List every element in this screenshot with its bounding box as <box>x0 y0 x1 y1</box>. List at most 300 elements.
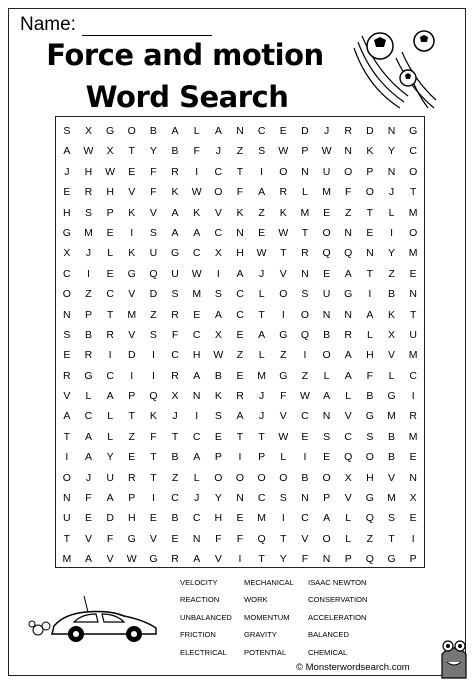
grid-letter[interactable]: J <box>172 410 178 423</box>
grid-letter[interactable]: J <box>259 410 265 423</box>
grid-letter[interactable]: M <box>387 492 396 505</box>
grid-letter[interactable]: X <box>344 471 352 484</box>
grid-letter[interactable]: N <box>387 125 396 137</box>
grid-letter[interactable]: A <box>258 328 266 341</box>
grid-letter[interactable]: W <box>278 145 289 158</box>
grid-letter[interactable]: P <box>323 492 331 505</box>
grid-letter[interactable]: S <box>366 430 374 443</box>
grid-letter[interactable]: G <box>279 328 288 341</box>
grid-letter[interactable]: V <box>149 206 157 219</box>
grid-letter[interactable]: N <box>63 308 71 321</box>
grid-letter[interactable]: C <box>257 492 266 505</box>
grid-letter[interactable]: O <box>365 451 374 464</box>
grid-letter[interactable]: L <box>345 512 352 525</box>
grid-letter[interactable]: X <box>409 492 417 505</box>
grid-letter[interactable]: L <box>323 369 330 382</box>
grid-letter[interactable]: U <box>322 288 331 301</box>
grid-letter[interactable]: Z <box>366 532 374 545</box>
grid-letter[interactable]: G <box>409 125 418 137</box>
grid-letter[interactable]: Z <box>388 267 395 280</box>
grid-letter[interactable]: H <box>127 512 136 525</box>
grid-letter[interactable]: H <box>63 206 71 219</box>
grid-letter[interactable]: A <box>323 512 331 525</box>
grid-letter[interactable]: G <box>106 125 115 137</box>
grid-letter[interactable]: M <box>408 247 418 260</box>
grid-letter[interactable]: C <box>214 226 223 239</box>
grid-letter[interactable]: S <box>84 206 92 219</box>
grid-letter[interactable]: E <box>193 308 201 321</box>
grid-letter[interactable]: Q <box>365 512 374 525</box>
grid-letter[interactable]: O <box>279 471 288 484</box>
grid-letter[interactable]: K <box>193 206 201 219</box>
name-line[interactable] <box>82 17 212 36</box>
grid-letter[interactable]: M <box>257 369 267 382</box>
grid-letter[interactable]: T <box>128 145 135 158</box>
grid-letter[interactable]: Z <box>128 430 135 443</box>
grid-letter[interactable]: T <box>236 430 244 443</box>
grid-letter[interactable]: M <box>192 288 202 301</box>
grid-letter[interactable]: X <box>106 145 114 158</box>
grid-letter[interactable]: E <box>106 226 114 239</box>
grid-letter[interactable]: L <box>107 430 114 443</box>
grid-letter[interactable]: T <box>150 451 157 464</box>
grid-letter[interactable]: T <box>128 410 135 423</box>
grid-letter[interactable]: T <box>366 267 374 280</box>
grid-letter[interactable]: T <box>258 308 265 321</box>
grid-letter[interactable]: E <box>409 512 417 525</box>
grid-letter[interactable]: R <box>63 369 71 382</box>
grid-letter[interactable]: A <box>171 226 179 239</box>
grid-letter[interactable]: B <box>171 451 179 464</box>
grid-letter[interactable]: M <box>387 410 396 423</box>
grid-letter[interactable]: Z <box>85 288 92 301</box>
grid-letter[interactable]: R <box>106 328 114 341</box>
grid-letter[interactable]: C <box>63 267 71 280</box>
grid-letter[interactable]: J <box>85 247 92 260</box>
grid-letter[interactable]: V <box>106 553 114 566</box>
grid-letter[interactable]: L <box>107 247 114 260</box>
grid-letter[interactable]: F <box>280 390 287 403</box>
grid-letter[interactable]: L <box>388 206 395 219</box>
grid-letter[interactable]: C <box>301 512 309 525</box>
grid-letter[interactable]: K <box>388 308 396 321</box>
grid-letter[interactable]: N <box>301 165 309 178</box>
grid-letter[interactable]: A <box>193 226 201 239</box>
grid-letter[interactable]: M <box>127 308 137 321</box>
grid-letter[interactable]: X <box>214 247 222 260</box>
grid-letter[interactable]: B <box>171 512 179 525</box>
grid-letter[interactable]: N <box>301 267 309 280</box>
grid-letter[interactable]: H <box>366 349 374 362</box>
grid-letter[interactable]: C <box>171 349 179 362</box>
grid-letter[interactable]: T <box>171 430 179 443</box>
grid-letter[interactable]: W <box>83 145 94 158</box>
grid-letter[interactable]: N <box>344 145 353 158</box>
grid-letter[interactable]: L <box>280 451 287 464</box>
grid-letter[interactable]: B <box>388 451 396 464</box>
grid-letter[interactable]: Z <box>236 145 244 158</box>
grid-letter[interactable]: L <box>388 369 395 382</box>
grid-letter[interactable]: A <box>344 267 352 280</box>
grid-letter[interactable]: A <box>63 410 71 423</box>
grid-letter[interactable]: X <box>171 390 179 403</box>
grid-letter[interactable]: Y <box>279 553 287 566</box>
grid-letter[interactable]: C <box>106 369 114 382</box>
grid-letter[interactable]: M <box>62 553 72 566</box>
grid-letter[interactable]: P <box>84 308 92 321</box>
grid-letter[interactable]: E <box>279 125 287 137</box>
grid-letter[interactable]: T <box>106 308 114 321</box>
grid-letter[interactable]: C <box>192 328 201 341</box>
grid-letter[interactable]: I <box>130 226 134 239</box>
grid-letter[interactable]: V <box>84 532 92 545</box>
grid-letter[interactable]: V <box>128 288 136 301</box>
grid-letter[interactable]: C <box>301 410 309 423</box>
grid-letter[interactable]: R <box>84 349 93 362</box>
grid-letter[interactable]: J <box>323 125 330 137</box>
grid-letter[interactable]: T <box>236 165 244 178</box>
grid-letter[interactable]: N <box>322 308 331 321</box>
grid-letter[interactable]: A <box>193 553 201 566</box>
grid-letter[interactable]: A <box>106 492 114 505</box>
grid-letter[interactable]: V <box>388 349 396 362</box>
grid-letter[interactable]: A <box>236 410 244 423</box>
grid-letter[interactable]: E <box>214 430 222 443</box>
grid-letter[interactable]: O <box>322 349 331 362</box>
grid-letter[interactable]: W <box>191 267 202 280</box>
grid-letter[interactable]: I <box>216 267 220 280</box>
grid-letter[interactable]: O <box>127 125 136 137</box>
grid-letter[interactable]: R <box>344 328 353 341</box>
grid-letter[interactable]: K <box>236 206 244 219</box>
grid-letter[interactable]: W <box>299 390 310 403</box>
grid-letter[interactable]: T <box>63 430 71 443</box>
grid-letter[interactable]: V <box>214 206 222 219</box>
grid-letter[interactable]: P <box>128 390 136 403</box>
grid-letter[interactable]: V <box>279 410 287 423</box>
grid-letter[interactable]: F <box>150 186 157 199</box>
grid-letter[interactable]: C <box>236 288 244 301</box>
grid-letter[interactable]: N <box>236 226 244 239</box>
grid-letter[interactable]: O <box>365 186 374 199</box>
grid-letter[interactable]: J <box>64 165 70 178</box>
grid-letter[interactable]: M <box>300 206 310 219</box>
grid-letter[interactable]: M <box>408 206 418 219</box>
grid-letter[interactable]: Q <box>322 247 331 260</box>
grid-letter[interactable]: O <box>214 471 223 484</box>
grid-letter[interactable]: Q <box>149 390 158 403</box>
grid-letter[interactable]: A <box>63 145 71 158</box>
grid-letter[interactable]: R <box>127 471 136 484</box>
grid-letter[interactable]: I <box>281 308 285 321</box>
grid-letter[interactable]: U <box>171 267 179 280</box>
grid-letter[interactable]: A <box>366 308 374 321</box>
grid-letter[interactable]: W <box>278 226 289 239</box>
grid-letter[interactable]: C <box>84 410 93 423</box>
grid-letter[interactable]: Z <box>280 349 287 362</box>
grid-letter[interactable]: F <box>106 532 114 545</box>
grid-letter[interactable]: G <box>365 410 374 423</box>
grid-letter[interactable]: I <box>411 532 415 545</box>
grid-letter[interactable]: G <box>365 492 374 505</box>
grid-letter[interactable]: R <box>236 390 244 403</box>
grid-letter[interactable]: B <box>366 390 374 403</box>
grid-letter[interactable]: A <box>193 451 201 464</box>
grid-letter[interactable]: U <box>322 165 331 178</box>
grid-letter[interactable]: V <box>128 186 136 199</box>
grid-letter[interactable]: C <box>192 247 201 260</box>
grid-letter[interactable]: I <box>281 512 285 525</box>
grid-letter[interactable]: C <box>257 125 266 137</box>
grid-letter[interactable]: H <box>236 247 244 260</box>
grid-letter[interactable]: N <box>344 226 353 239</box>
grid-letter[interactable]: K <box>279 206 287 219</box>
grid-letter[interactable]: K <box>128 247 136 260</box>
grid-letter[interactable]: G <box>84 369 93 382</box>
grid-letter[interactable]: V <box>344 492 352 505</box>
grid-letter[interactable]: L <box>302 186 308 199</box>
grid-letter[interactable]: G <box>149 553 158 566</box>
grid-letter[interactable]: T <box>150 471 157 484</box>
grid-letter[interactable]: T <box>63 532 71 545</box>
grid-letter[interactable]: E <box>366 226 374 239</box>
grid-letter[interactable]: I <box>87 267 90 280</box>
grid-letter[interactable]: Y <box>388 145 396 158</box>
grid-letter[interactable]: C <box>106 288 114 301</box>
grid-letter[interactable]: A <box>214 125 222 137</box>
grid-letter[interactable]: M <box>322 186 331 199</box>
grid-letter[interactable]: N <box>192 390 201 403</box>
grid-letter[interactable]: V <box>63 390 71 403</box>
grid-letter[interactable]: G <box>387 390 396 403</box>
grid-letter[interactable]: O <box>409 165 418 178</box>
grid-letter[interactable]: M <box>408 349 418 362</box>
grid-letter[interactable]: G <box>279 369 288 382</box>
grid-letter[interactable]: E <box>301 430 309 443</box>
grid-letter[interactable]: F <box>171 328 179 341</box>
grid-letter[interactable]: C <box>192 430 201 443</box>
grid-letter[interactable]: F <box>236 532 244 545</box>
grid-letter[interactable]: C <box>409 369 417 382</box>
grid-letter[interactable]: M <box>84 226 93 239</box>
grid-letter[interactable]: U <box>149 247 158 260</box>
grid-letter[interactable]: P <box>366 165 374 178</box>
grid-letter[interactable]: K <box>149 410 157 423</box>
grid-letter[interactable]: O <box>62 288 71 301</box>
grid-letter[interactable]: W <box>105 165 116 178</box>
grid-letter[interactable]: B <box>388 430 396 443</box>
grid-letter[interactable]: C <box>236 308 244 321</box>
grid-letter[interactable]: O <box>344 165 353 178</box>
grid-letter[interactable]: A <box>214 308 222 321</box>
grid-letter[interactable]: C <box>192 512 201 525</box>
grid-letter[interactable]: V <box>301 532 309 545</box>
grid-letter[interactable]: Z <box>171 471 179 484</box>
grid-letter[interactable]: I <box>195 165 199 178</box>
grid-letter[interactable]: O <box>300 308 310 321</box>
grid-letter[interactable]: T <box>409 186 417 199</box>
grid-letter[interactable]: A <box>344 369 352 382</box>
grid-letter[interactable]: L <box>345 390 352 403</box>
grid-letter[interactable]: I <box>108 349 112 362</box>
grid-letter[interactable]: E <box>258 226 266 239</box>
grid-letter[interactable]: C <box>409 145 417 158</box>
grid-letter[interactable]: T <box>280 532 287 545</box>
grid-letter[interactable]: E <box>323 206 331 219</box>
grid-letter[interactable]: O <box>322 471 331 484</box>
grid-letter[interactable]: I <box>195 410 199 423</box>
grid-letter[interactable]: U <box>63 512 71 525</box>
grid-letter[interactable]: J <box>259 267 265 280</box>
grid-letter[interactable]: O <box>409 226 418 239</box>
grid-letter[interactable]: W <box>191 186 202 199</box>
grid-letter[interactable]: X <box>84 125 92 137</box>
grid-letter[interactable]: T <box>258 430 265 443</box>
grid-letter[interactable]: X <box>388 328 396 341</box>
grid-letter[interactable]: Z <box>150 308 157 321</box>
grid-letter[interactable]: B <box>214 369 222 382</box>
grid-letter[interactable]: H <box>366 471 374 484</box>
grid-letter[interactable]: A <box>84 451 92 464</box>
grid-letter[interactable]: E <box>128 165 136 178</box>
grid-letter[interactable]: E <box>63 349 71 362</box>
grid-letter[interactable]: P <box>214 451 222 464</box>
grid-letter[interactable]: N <box>322 410 331 423</box>
grid-letter[interactable]: W <box>256 247 267 260</box>
grid-letter[interactable]: L <box>107 410 114 423</box>
grid-letter[interactable]: Z <box>258 206 265 219</box>
grid-letter[interactable]: B <box>323 328 331 341</box>
grid-letter[interactable]: T <box>280 247 287 260</box>
grid-letter[interactable]: I <box>130 369 134 382</box>
grid-letter[interactable]: M <box>257 512 267 525</box>
grid-letter[interactable]: H <box>192 349 201 362</box>
grid-letter[interactable]: Y <box>106 451 114 464</box>
grid-letter[interactable]: D <box>149 288 158 301</box>
grid-letter[interactable]: J <box>194 492 200 505</box>
grid-letter[interactable]: L <box>193 125 200 137</box>
grid-letter[interactable]: G <box>387 553 396 566</box>
grid-letter[interactable]: T <box>258 553 265 566</box>
grid-letter[interactable]: J <box>215 145 221 158</box>
grid-letter[interactable]: D <box>301 125 309 137</box>
grid-letter[interactable]: L <box>258 288 265 301</box>
grid-letter[interactable]: N <box>322 553 331 566</box>
grid-letter[interactable]: R <box>171 308 179 321</box>
grid-letter[interactable]: A <box>171 125 179 137</box>
grid-letter[interactable]: S <box>301 288 309 301</box>
grid-letter[interactable]: A <box>323 390 331 403</box>
grid-letter[interactable]: X <box>63 247 71 260</box>
grid-letter[interactable]: B <box>149 125 157 137</box>
grid-letter[interactable]: S <box>388 512 396 525</box>
grid-letter[interactable]: R <box>171 553 179 566</box>
grid-letter[interactable]: B <box>301 471 309 484</box>
grid-letter[interactable]: I <box>151 349 155 362</box>
grid-letter[interactable]: N <box>301 492 309 505</box>
grid-letter[interactable]: S <box>214 288 222 301</box>
grid-letter[interactable]: E <box>323 451 331 464</box>
grid-letter[interactable]: R <box>301 247 309 260</box>
grid-letter[interactable]: D <box>106 512 114 525</box>
grid-letter[interactable]: I <box>303 451 307 464</box>
grid-letter[interactable]: Y <box>214 492 222 505</box>
grid-letter[interactable]: V <box>149 532 157 545</box>
grid-letter[interactable]: I <box>238 553 242 566</box>
grid-letter[interactable]: E <box>236 512 244 525</box>
grid-letter[interactable]: P <box>258 451 266 464</box>
grid-letter[interactable]: I <box>390 226 393 239</box>
grid-letter[interactable]: S <box>323 430 331 443</box>
grid-letter[interactable]: F <box>193 145 200 158</box>
grid-letter[interactable]: L <box>258 349 265 362</box>
grid-letter[interactable]: G <box>344 288 353 301</box>
grid-letter[interactable]: H <box>106 186 114 199</box>
grid-letter[interactable]: U <box>106 471 114 484</box>
grid-letter[interactable]: W <box>278 430 289 443</box>
grid-letter[interactable]: T <box>366 206 374 219</box>
grid-letter[interactable]: I <box>238 451 242 464</box>
grid-letter[interactable]: O <box>279 288 288 301</box>
grid-letter[interactable]: T <box>409 308 417 321</box>
grid-letter[interactable]: Y <box>149 145 157 158</box>
grid-letter[interactable]: L <box>366 328 373 341</box>
grid-letter[interactable]: S <box>279 492 287 505</box>
grid-letter[interactable]: D <box>366 125 374 137</box>
grid-letter[interactable]: N <box>409 471 417 484</box>
grid-letter[interactable]: H <box>214 512 223 525</box>
grid-letter[interactable]: E <box>171 532 179 545</box>
grid-letter[interactable]: T <box>301 226 309 239</box>
grid-letter[interactable]: G <box>62 226 71 239</box>
grid-letter[interactable]: O <box>62 471 71 484</box>
grid-letter[interactable]: K <box>128 206 136 219</box>
grid-letter[interactable]: F <box>236 186 244 199</box>
grid-letter[interactable]: U <box>409 328 417 341</box>
grid-letter[interactable]: O <box>279 165 288 178</box>
grid-letter[interactable]: N <box>63 492 71 505</box>
grid-letter[interactable]: F <box>85 492 92 505</box>
grid-letter[interactable]: J <box>388 186 395 199</box>
grid-letter[interactable]: A <box>193 369 201 382</box>
grid-letter[interactable]: E <box>128 451 136 464</box>
grid-letter[interactable]: F <box>345 186 352 199</box>
grid-letter[interactable]: A <box>258 186 266 199</box>
grid-letter[interactable]: S <box>63 125 71 137</box>
grid-letter[interactable]: B <box>388 288 396 301</box>
grid-letter[interactable]: S <box>214 410 222 423</box>
grid-letter[interactable]: A <box>344 349 352 362</box>
grid-letter[interactable]: S <box>171 288 179 301</box>
grid-letter[interactable]: O <box>322 226 331 239</box>
grid-letter[interactable]: W <box>213 349 224 362</box>
grid-letter[interactable]: N <box>387 165 396 178</box>
grid-letter[interactable]: Z <box>236 349 244 362</box>
grid-letter[interactable]: K <box>366 145 374 158</box>
grid-letter[interactable]: I <box>151 492 155 505</box>
grid-letter[interactable]: L <box>345 532 352 545</box>
grid-letter[interactable]: S <box>258 145 266 158</box>
grid-letter[interactable]: Q <box>149 267 158 280</box>
grid-letter[interactable]: V <box>388 471 396 484</box>
grid-letter[interactable]: I <box>65 451 69 464</box>
grid-letter[interactable]: P <box>344 553 352 566</box>
grid-letter[interactable]: F <box>150 430 157 443</box>
grid-letter[interactable]: O <box>257 471 266 484</box>
grid-letter[interactable]: E <box>409 267 417 280</box>
grid-letter[interactable]: R <box>344 125 353 137</box>
grid-letter[interactable]: Y <box>388 247 396 260</box>
